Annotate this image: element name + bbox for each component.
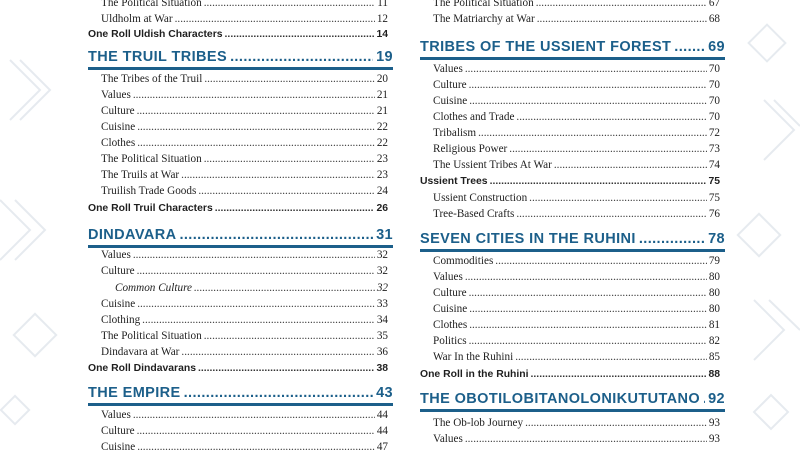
toc-entry-title: One Roll Dindavarans [88,363,196,374]
toc-entry[interactable] [433,300,720,316]
dot-leader [469,334,707,348]
toc-page-number: 38 [376,363,388,374]
toc-entry[interactable] [101,134,388,150]
toc-entry-title: The Political Situation [433,0,534,9]
dot-leader [469,318,707,332]
toc-page-number: 82 [708,335,720,347]
toc-page-number: 26 [376,203,388,214]
dot-leader [204,72,374,86]
dot-leader [137,264,375,278]
toc-page-number: 67 [708,0,720,9]
toc-entry-title: Values [101,89,131,101]
toc-entry-title: Culture [101,105,135,117]
toc-entry[interactable] [433,348,720,364]
toc-entry[interactable] [101,262,388,278]
dot-leader [536,0,707,10]
dot-leader [204,152,375,166]
toc-page-number: 33 [376,298,388,310]
dot-leader [137,120,375,134]
dot-leader [137,424,375,438]
toc-page-number: 93 [708,433,720,445]
toc-page-number: 31 [376,227,393,243]
toc-entry-title: Culture [433,79,467,91]
toc-page-number: 88 [708,369,720,380]
toc-entry-title: Religious Power [433,143,508,155]
toc-page-number: 68 [708,13,720,25]
toc-page-number: 23 [376,153,388,165]
toc-page-number: 78 [708,231,725,247]
toc-entry[interactable] [101,0,388,10]
toc-entry[interactable] [433,284,720,300]
dot-leader [516,207,707,221]
toc-entry[interactable] [433,316,720,332]
toc-entry-title: THE OBOTILOBITANOLONIKUTUTANO [420,391,701,407]
dot-leader [478,126,707,140]
toc-entry-title: The Matriarchy at War [433,13,535,25]
dot-leader [531,368,707,382]
dot-leader [175,12,375,26]
toc-bold-entry[interactable] [88,26,388,42]
toc-page-number: 35 [376,330,388,342]
toc-entry-title: Clothes and Trade [433,111,515,123]
toc-entry-title: THE EMPIRE [88,385,181,401]
toc-entry[interactable] [433,0,720,10]
toc-entry[interactable] [101,118,388,134]
toc-page-number: 34 [376,314,388,326]
toc-entry-title: Values [101,409,131,421]
dot-leader [465,62,707,76]
dot-leader [465,432,707,446]
toc-entry[interactable] [433,10,720,26]
toc-entry[interactable] [101,70,388,86]
toc-entry-title: Culture [433,287,467,299]
toc-entry-title: Values [433,271,463,283]
toc-page-number: 79 [708,255,720,267]
toc-entry-title: War In the Ruhini [433,351,514,363]
dot-leader [465,270,707,284]
toc-page-number: 12 [376,13,388,25]
toc-section-heading[interactable] [88,380,393,406]
toc-page-number: 75 [708,176,720,187]
dot-leader [495,254,707,268]
toc-entry[interactable] [101,86,388,102]
toc-section-heading[interactable] [88,44,393,70]
toc-page-number: 32 [376,249,388,261]
toc-bold-entry[interactable] [420,173,720,189]
dot-leader [554,158,707,172]
dot-leader [469,94,707,108]
toc-page-number: 92 [708,391,725,407]
toc-page-number: 14 [376,29,388,40]
toc-entry-title: Tree-Based Crafts [433,208,515,220]
toc-entry-title: DINDAVARA [88,227,177,243]
dot-leader [198,184,374,198]
toc-entry[interactable] [433,124,720,140]
toc-entry-title: Commodities [433,255,494,267]
toc-page-number: 19 [376,49,393,65]
dot-leader [137,136,375,150]
toc-page-number: 70 [708,111,720,123]
dot-leader [537,12,707,26]
dot-leader [184,385,373,401]
toc-entry[interactable] [433,189,720,205]
toc-page-number: 32 [376,265,388,277]
toc-entry[interactable] [433,108,720,124]
toc-entry-title: Clothes [433,319,468,331]
dot-leader [469,302,707,316]
dot-leader [142,313,375,327]
toc-page-number: 80 [708,271,720,283]
toc-entry-title: The Truils at War [101,169,180,181]
toc-entry-title: Clothes [101,137,136,149]
toc-section-heading[interactable] [420,386,725,412]
toc-entry[interactable] [101,327,388,343]
dot-leader [179,227,373,243]
dot-leader [703,391,705,407]
toc-entry[interactable] [433,252,720,268]
dot-leader [137,440,375,454]
toc-entry-title: Cuisine [101,121,136,133]
toc-entry-title: One Roll Uldish Characters [88,29,223,40]
dot-leader [639,231,705,247]
toc-entry[interactable] [101,311,388,327]
toc-entry-title: Ussient Construction [433,192,528,204]
toc-entry-title: The Political Situation [101,0,202,9]
toc-page-number: 24 [376,185,388,197]
toc-entry[interactable] [433,60,720,76]
dot-leader [516,110,706,124]
toc-page-number: 74 [708,159,720,171]
dot-leader [490,175,707,189]
dot-leader [204,329,375,343]
toc-entry-title: THE TRUIL TRIBES [88,49,228,65]
dot-leader [509,142,707,156]
toc-entry-title: Uldholm at War [101,13,173,25]
toc-entry[interactable] [433,205,720,221]
dot-leader [529,191,707,205]
toc-entry[interactable] [101,422,388,438]
toc-entry[interactable] [433,414,720,430]
toc-entry-title: Values [433,433,463,445]
toc-page-number: 36 [376,346,388,358]
toc-page-number: 93 [708,417,720,429]
toc-entry-title: Values [433,63,463,75]
toc-page-number: 80 [708,287,720,299]
dot-leader [230,49,373,65]
toc-entry[interactable] [101,10,388,26]
toc-entry-title: The Tribes of the Truil [101,73,203,85]
toc-entry-title: Tribalism [433,127,477,139]
toc-entry[interactable] [101,102,388,118]
toc-entry-title: Culture [101,265,135,277]
toc-page-number: 21 [376,105,388,117]
toc-page-number: 85 [708,351,720,363]
right-decorative-border [714,0,800,450]
toc-page-number: 70 [708,63,720,75]
toc-entry-title: Culture [101,425,135,437]
toc-page-number: 72 [708,127,720,139]
toc-page-number: 22 [376,137,388,149]
dot-leader [133,408,375,422]
toc-page-number: 23 [376,169,388,181]
toc-entry-title: Truilish Trade Goods [101,185,197,197]
toc-entry[interactable] [101,438,388,454]
dot-leader [469,286,707,300]
toc-page-number: 69 [708,39,725,55]
toc-entry[interactable] [101,295,388,311]
toc-entry-title: One Roll in the Ruhini [420,369,529,380]
dot-leader [215,202,375,216]
toc-entry[interactable] [101,343,388,359]
toc-entry[interactable] [101,182,388,198]
toc-entry[interactable] [101,150,388,166]
dot-leader [469,78,707,92]
toc-entry-title: The Political Situation [101,330,202,342]
dot-leader [204,0,376,10]
toc-page-number: 44 [376,409,388,421]
toc-entry[interactable] [101,246,388,262]
toc-entry-title: SEVEN CITIES IN THE RUHINI [420,231,636,247]
toc-page-number: 70 [708,79,720,91]
toc-entry-title: Dindavara at War [101,346,180,358]
dot-leader [133,88,375,102]
dot-leader [525,416,707,430]
toc-entry-title: Common Culture [115,282,192,294]
toc-entry-title: Clothing [101,314,141,326]
toc-entry-title: Cuisine [433,303,468,315]
toc-page-number: 73 [708,143,720,155]
toc-page-number: 76 [708,208,720,220]
toc-entry-title: Politics [433,335,467,347]
toc-entry[interactable] [101,166,388,182]
toc-entry-title: TRIBES OF THE USSIENT FOREST [420,39,672,55]
dot-leader [194,281,375,295]
toc-entry-title: Cuisine [101,298,136,310]
toc-entry-title: One Roll Truil Characters [88,203,213,214]
dot-leader [137,297,375,311]
dot-leader [198,362,374,376]
toc-page-number: 70 [708,95,720,107]
dot-leader [181,168,375,182]
toc-entry[interactable] [433,332,720,348]
toc-entry-title: Cuisine [101,441,136,453]
toc-bold-entry[interactable] [420,366,720,382]
toc-entry[interactable] [101,406,388,422]
toc-bold-entry[interactable] [88,200,388,216]
dot-leader [674,39,705,55]
toc-entry-title: Cuisine [433,95,468,107]
toc-page-number: 75 [708,192,720,204]
toc-page-number: 47 [376,441,388,453]
toc-page-number: 44 [376,425,388,437]
toc-section-heading[interactable] [88,222,393,248]
toc-entry-title: Ussient Trees [420,176,488,187]
toc-entry-title: The Ob-lob Journey [433,417,524,429]
dot-leader [181,345,374,359]
toc-page-number: 80 [708,303,720,315]
toc-entry[interactable] [433,76,720,92]
toc-entry-title: Values [101,249,131,261]
dot-leader [225,28,375,42]
left-decorative-border [0,0,86,450]
toc-page-number: 43 [376,385,393,401]
toc-page-number: 32 [376,282,388,294]
toc-section-heading[interactable] [420,34,725,60]
toc-entry[interactable] [433,156,720,172]
dot-leader [137,104,375,118]
dot-leader [133,248,375,262]
toc-page-number: 21 [376,89,388,101]
toc-entry[interactable] [433,92,720,108]
toc-entry[interactable] [433,268,720,284]
dot-leader [515,350,707,364]
toc-page-number: 20 [376,73,388,85]
toc-page-number: 22 [376,121,388,133]
toc-entry-title: The Political Situation [101,153,202,165]
toc-page-number: 11 [377,0,388,9]
toc-entry-title: The Ussient Tribes At War [433,159,552,171]
toc-section-heading[interactable] [420,226,725,252]
toc-bold-entry[interactable] [88,360,388,376]
toc-entry[interactable] [433,430,720,446]
toc-entry[interactable] [433,140,720,156]
toc-page-number: 81 [708,319,720,331]
toc-entry[interactable] [115,279,388,295]
